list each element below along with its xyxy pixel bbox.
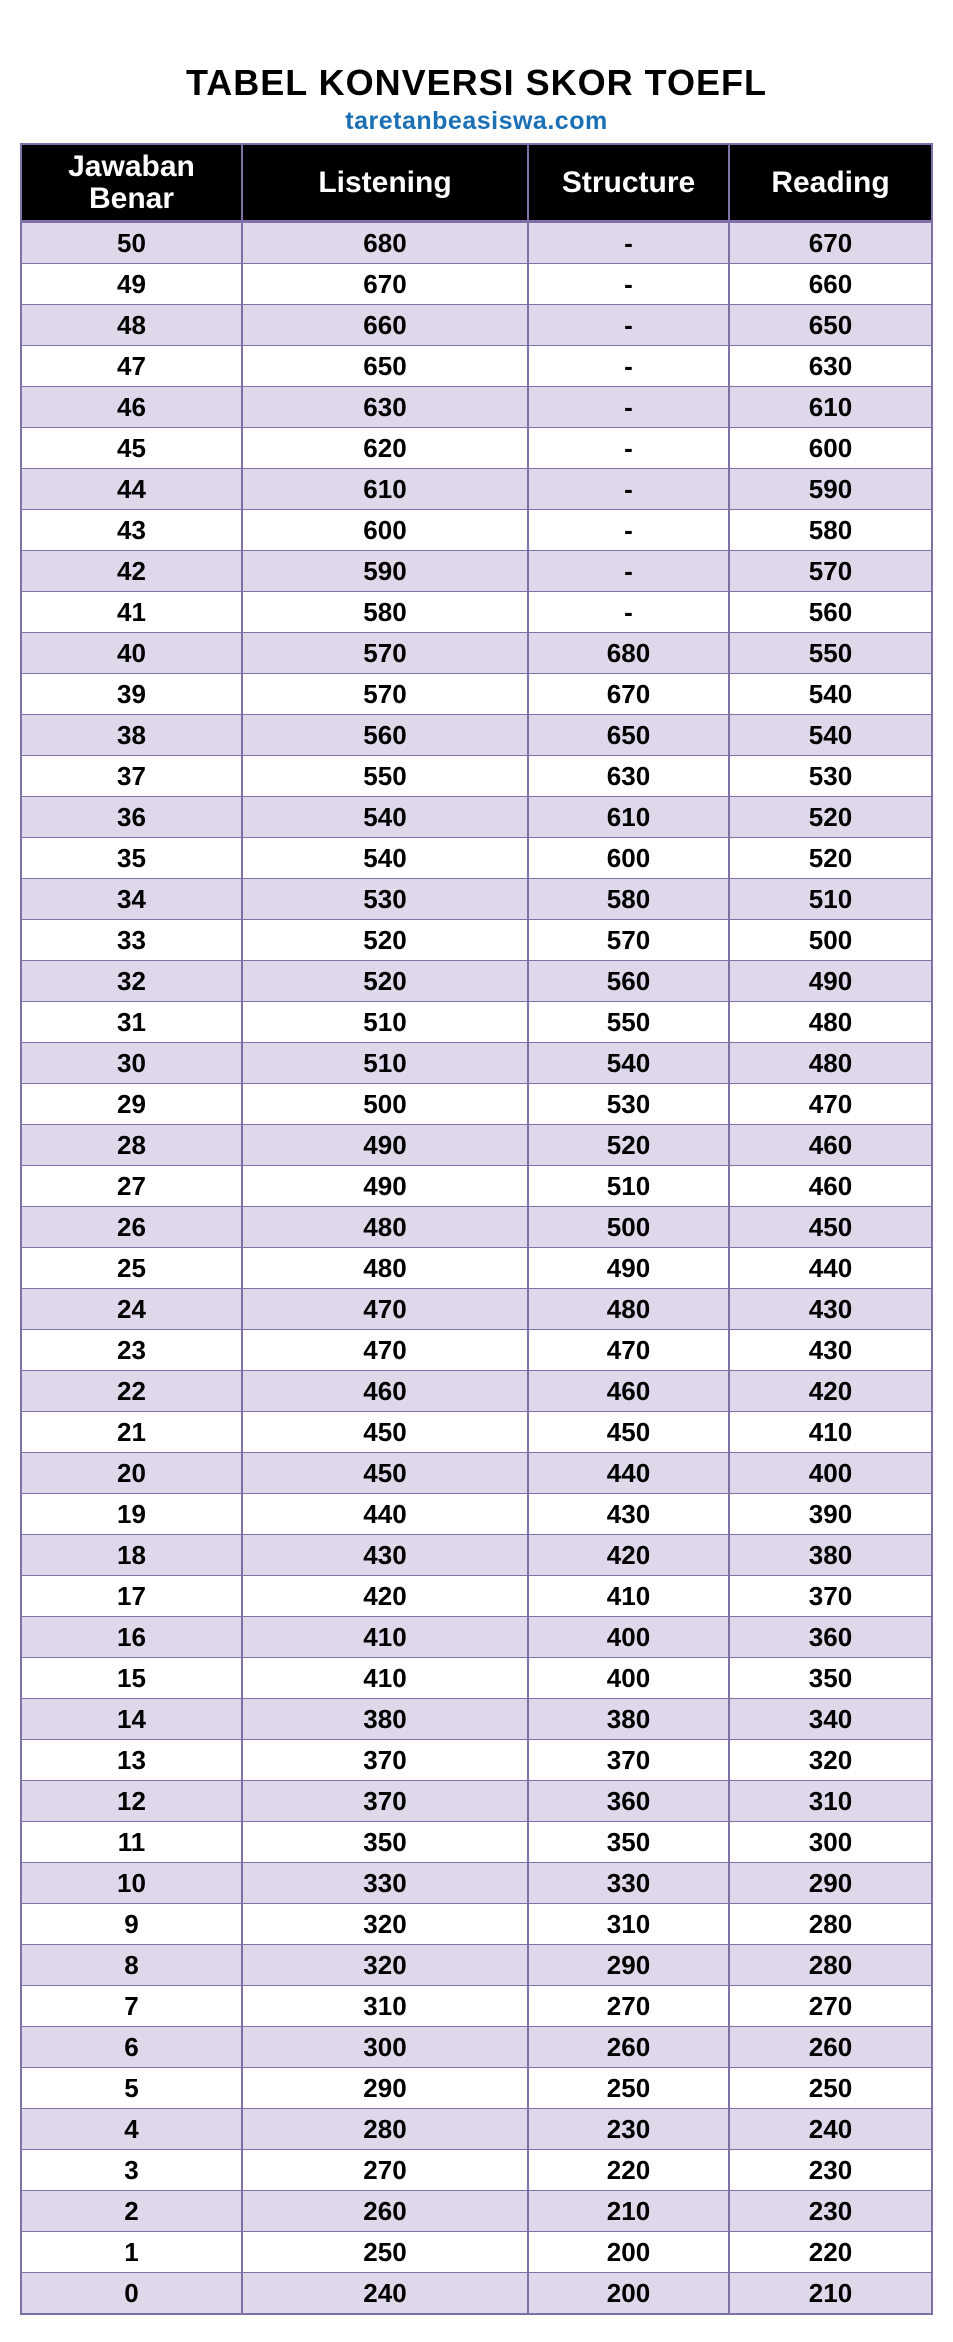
cell-jawaban-benar: 20: [22, 1453, 242, 1494]
cell-jawaban-benar: 10: [22, 1863, 242, 1904]
table-row: [22, 1986, 931, 2027]
table-row: [22, 1412, 931, 1453]
page-title: TABEL KONVERSI SKOR TOEFL: [185, 62, 768, 103]
cell-jawaban-benar: 35: [22, 838, 242, 879]
cell-listening: 440: [242, 1494, 528, 1535]
cell-structure: 650: [528, 715, 729, 756]
cell-reading: 590: [729, 469, 931, 510]
cell-listening: 410: [242, 1617, 528, 1658]
cell-listening: 480: [242, 1207, 528, 1248]
cell-listening: 540: [242, 797, 528, 838]
cell-listening: 630: [242, 387, 528, 428]
cell-reading: 320: [729, 1740, 931, 1781]
cell-listening: 250: [242, 2232, 528, 2273]
cell-listening: 240: [242, 2273, 528, 2314]
cell-jawaban-benar: 9: [22, 1904, 242, 1945]
column-header-reading: Reading: [729, 145, 931, 222]
cell-structure: 420: [528, 1535, 729, 1576]
table-row: [22, 838, 931, 879]
table-row: [22, 961, 931, 1002]
website-link[interactable]: taretanbeasiswa.com: [345, 107, 608, 135]
cell-structure: 510: [528, 1166, 729, 1207]
cell-structure: 230: [528, 2109, 729, 2150]
cell-reading: 460: [729, 1166, 931, 1207]
cell-reading: 220: [729, 2232, 931, 2273]
cell-listening: 520: [242, 961, 528, 1002]
table-row: [22, 592, 931, 633]
cell-reading: 630: [729, 346, 931, 387]
cell-structure: 210: [528, 2191, 729, 2232]
cell-reading: 470: [729, 1084, 931, 1125]
cell-jawaban-benar: 13: [22, 1740, 242, 1781]
cell-reading: 260: [729, 2027, 931, 2068]
cell-jawaban-benar: 7: [22, 1986, 242, 2027]
cell-reading: 560: [729, 592, 931, 633]
cell-structure: 470: [528, 1330, 729, 1371]
cell-jawaban-benar: 33: [22, 920, 242, 961]
cell-reading: 280: [729, 1945, 931, 1986]
cell-jawaban-benar: 14: [22, 1699, 242, 1740]
table-row: [22, 1781, 931, 1822]
table-row: [22, 1207, 931, 1248]
table-row: [22, 1453, 931, 1494]
cell-structure: 480: [528, 1289, 729, 1330]
table-row: [22, 1904, 931, 1945]
conversion-table-container: [20, 143, 933, 2315]
cell-jawaban-benar: 31: [22, 1002, 242, 1043]
cell-structure: -: [528, 428, 729, 469]
cell-listening: 570: [242, 674, 528, 715]
cell-structure: 330: [528, 1863, 729, 1904]
cell-reading: 360: [729, 1617, 931, 1658]
cell-structure: -: [528, 551, 729, 592]
cell-listening: 290: [242, 2068, 528, 2109]
column-header-line: Jawaban: [68, 149, 195, 183]
cell-structure: 670: [528, 674, 729, 715]
cell-reading: 310: [729, 1781, 931, 1822]
table-header-row: [22, 145, 931, 222]
cell-reading: 450: [729, 1207, 931, 1248]
table-row: [22, 1822, 931, 1863]
cell-listening: 280: [242, 2109, 528, 2150]
cell-structure: 560: [528, 961, 729, 1002]
cell-listening: 670: [242, 264, 528, 305]
cell-listening: 520: [242, 920, 528, 961]
table-row: [22, 1043, 931, 1084]
cell-jawaban-benar: 36: [22, 797, 242, 838]
cell-structure: 630: [528, 756, 729, 797]
table-body: [22, 222, 931, 2314]
cell-reading: 270: [729, 1986, 931, 2027]
table-row: [22, 2027, 931, 2068]
cell-reading: 510: [729, 879, 931, 920]
table-row: [22, 222, 931, 264]
cell-listening: 500: [242, 1084, 528, 1125]
table-row: [22, 797, 931, 838]
cell-structure: 520: [528, 1125, 729, 1166]
table-row: [22, 1863, 931, 1904]
cell-structure: 580: [528, 879, 729, 920]
cell-jawaban-benar: 32: [22, 961, 242, 1002]
cell-listening: 330: [242, 1863, 528, 1904]
cell-jawaban-benar: 30: [22, 1043, 242, 1084]
cell-listening: 320: [242, 1945, 528, 1986]
cell-reading: 670: [729, 222, 931, 264]
cell-listening: 430: [242, 1535, 528, 1576]
cell-jawaban-benar: 6: [22, 2027, 242, 2068]
cell-jawaban-benar: 0: [22, 2273, 242, 2314]
cell-reading: 250: [729, 2068, 931, 2109]
cell-structure: 570: [528, 920, 729, 961]
cell-reading: 490: [729, 961, 931, 1002]
cell-structure: 200: [528, 2273, 729, 2314]
cell-structure: 490: [528, 1248, 729, 1289]
cell-listening: 480: [242, 1248, 528, 1289]
table-row: [22, 674, 931, 715]
cell-listening: 580: [242, 592, 528, 633]
cell-reading: 290: [729, 1863, 931, 1904]
cell-listening: 350: [242, 1822, 528, 1863]
cell-jawaban-benar: 43: [22, 510, 242, 551]
cell-reading: 540: [729, 674, 931, 715]
cell-reading: 390: [729, 1494, 931, 1535]
table-row: [22, 2232, 931, 2273]
cell-jawaban-benar: 41: [22, 592, 242, 633]
cell-listening: 490: [242, 1166, 528, 1207]
cell-reading: 350: [729, 1658, 931, 1699]
cell-listening: 610: [242, 469, 528, 510]
table-row: [22, 879, 931, 920]
cell-reading: 340: [729, 1699, 931, 1740]
cell-reading: 500: [729, 920, 931, 961]
cell-jawaban-benar: 38: [22, 715, 242, 756]
cell-structure: -: [528, 387, 729, 428]
cell-reading: 400: [729, 1453, 931, 1494]
table-row: [22, 264, 931, 305]
cell-jawaban-benar: 27: [22, 1166, 242, 1207]
cell-reading: 550: [729, 633, 931, 674]
cell-structure: -: [528, 264, 729, 305]
cell-structure: -: [528, 346, 729, 387]
cell-structure: 250: [528, 2068, 729, 2109]
cell-reading: 230: [729, 2150, 931, 2191]
cell-structure: 270: [528, 1986, 729, 2027]
column-header-jawaban-benar: [22, 145, 242, 222]
cell-structure: 290: [528, 1945, 729, 1986]
table-row: [22, 1330, 931, 1371]
cell-reading: 520: [729, 797, 931, 838]
table-row: [22, 1658, 931, 1699]
cell-structure: 440: [528, 1453, 729, 1494]
cell-structure: 400: [528, 1617, 729, 1658]
cell-listening: 410: [242, 1658, 528, 1699]
cell-jawaban-benar: 23: [22, 1330, 242, 1371]
cell-jawaban-benar: 47: [22, 346, 242, 387]
cell-reading: 480: [729, 1043, 931, 1084]
cell-listening: 460: [242, 1371, 528, 1412]
table-row: [22, 387, 931, 428]
cell-structure: 530: [528, 1084, 729, 1125]
cell-listening: 680: [242, 222, 528, 264]
cell-structure: -: [528, 305, 729, 346]
cell-jawaban-benar: 34: [22, 879, 242, 920]
cell-reading: 610: [729, 387, 931, 428]
cell-structure: 600: [528, 838, 729, 879]
cell-listening: 300: [242, 2027, 528, 2068]
cell-structure: 540: [528, 1043, 729, 1084]
cell-listening: 660: [242, 305, 528, 346]
cell-jawaban-benar: 25: [22, 1248, 242, 1289]
table-row: [22, 2068, 931, 2109]
cell-listening: 570: [242, 633, 528, 674]
cell-listening: 490: [242, 1125, 528, 1166]
cell-structure: 260: [528, 2027, 729, 2068]
table-row: [22, 1535, 931, 1576]
cell-reading: 370: [729, 1576, 931, 1617]
table-row: [22, 920, 931, 961]
table-row: [22, 1494, 931, 1535]
table-row: [22, 1002, 931, 1043]
cell-listening: 650: [242, 346, 528, 387]
cell-jawaban-benar: 8: [22, 1945, 242, 1986]
cell-listening: 450: [242, 1453, 528, 1494]
cell-jawaban-benar: 40: [22, 633, 242, 674]
cell-listening: 540: [242, 838, 528, 879]
cell-jawaban-benar: 21: [22, 1412, 242, 1453]
cell-jawaban-benar: 48: [22, 305, 242, 346]
cell-reading: 570: [729, 551, 931, 592]
cell-jawaban-benar: 24: [22, 1289, 242, 1330]
cell-jawaban-benar: 28: [22, 1125, 242, 1166]
table-row: [22, 2109, 931, 2150]
table-row: [22, 510, 931, 551]
cell-jawaban-benar: 37: [22, 756, 242, 797]
cell-structure: 550: [528, 1002, 729, 1043]
cell-structure: 500: [528, 1207, 729, 1248]
table-row: [22, 428, 931, 469]
table-row: [22, 756, 931, 797]
cell-reading: 430: [729, 1289, 931, 1330]
cell-listening: 510: [242, 1043, 528, 1084]
table-row: [22, 1371, 931, 1412]
cell-jawaban-benar: 16: [22, 1617, 242, 1658]
cell-listening: 370: [242, 1740, 528, 1781]
table-row: [22, 305, 931, 346]
cell-reading: 280: [729, 1904, 931, 1945]
table-row: [22, 2150, 931, 2191]
cell-jawaban-benar: 50: [22, 222, 242, 264]
cell-listening: 310: [242, 1986, 528, 2027]
cell-structure: 610: [528, 797, 729, 838]
cell-structure: 350: [528, 1822, 729, 1863]
cell-reading: 420: [729, 1371, 931, 1412]
cell-reading: 600: [729, 428, 931, 469]
table-row: [22, 1166, 931, 1207]
cell-listening: 370: [242, 1781, 528, 1822]
cell-reading: 440: [729, 1248, 931, 1289]
cell-reading: 210: [729, 2273, 931, 2314]
cell-structure: 410: [528, 1576, 729, 1617]
cell-structure: 310: [528, 1904, 729, 1945]
cell-jawaban-benar: 44: [22, 469, 242, 510]
cell-structure: 450: [528, 1412, 729, 1453]
cell-jawaban-benar: 39: [22, 674, 242, 715]
cell-jawaban-benar: 19: [22, 1494, 242, 1535]
cell-jawaban-benar: 15: [22, 1658, 242, 1699]
cell-reading: 480: [729, 1002, 931, 1043]
cell-reading: 660: [729, 264, 931, 305]
cell-reading: 430: [729, 1330, 931, 1371]
cell-reading: 580: [729, 510, 931, 551]
table-row: [22, 1617, 931, 1658]
cell-listening: 380: [242, 1699, 528, 1740]
cell-structure: -: [528, 592, 729, 633]
toefl-conversion-table: [22, 145, 931, 2314]
cell-reading: 540: [729, 715, 931, 756]
cell-reading: 300: [729, 1822, 931, 1863]
cell-listening: 590: [242, 551, 528, 592]
cell-structure: 370: [528, 1740, 729, 1781]
table-row: [22, 1289, 931, 1330]
cell-structure: -: [528, 222, 729, 264]
table-row: [22, 2191, 931, 2232]
cell-jawaban-benar: 49: [22, 264, 242, 305]
cell-listening: 270: [242, 2150, 528, 2191]
cell-jawaban-benar: 42: [22, 551, 242, 592]
table-row: [22, 346, 931, 387]
table-row: [22, 715, 931, 756]
cell-jawaban-benar: 3: [22, 2150, 242, 2191]
cell-listening: 320: [242, 1904, 528, 1945]
cell-reading: 410: [729, 1412, 931, 1453]
column-header-listening: Listening: [242, 145, 528, 222]
cell-listening: 530: [242, 879, 528, 920]
column-header-line: Benar: [88, 181, 175, 215]
table-row: [22, 633, 931, 674]
cell-jawaban-benar: 22: [22, 1371, 242, 1412]
cell-reading: 520: [729, 838, 931, 879]
table-row: [22, 1084, 931, 1125]
cell-reading: 650: [729, 305, 931, 346]
cell-structure: 460: [528, 1371, 729, 1412]
cell-reading: 530: [729, 756, 931, 797]
cell-listening: 600: [242, 510, 528, 551]
cell-structure: 680: [528, 633, 729, 674]
cell-jawaban-benar: 1: [22, 2232, 242, 2273]
cell-jawaban-benar: 2: [22, 2191, 242, 2232]
cell-jawaban-benar: 45: [22, 428, 242, 469]
table-row: [22, 1740, 931, 1781]
cell-listening: 510: [242, 1002, 528, 1043]
cell-listening: 470: [242, 1330, 528, 1371]
cell-jawaban-benar: 17: [22, 1576, 242, 1617]
cell-listening: 260: [242, 2191, 528, 2232]
cell-jawaban-benar: 12: [22, 1781, 242, 1822]
cell-reading: 460: [729, 1125, 931, 1166]
cell-listening: 470: [242, 1289, 528, 1330]
cell-structure: 200: [528, 2232, 729, 2273]
table-row: [22, 551, 931, 592]
table-row: [22, 1248, 931, 1289]
cell-structure: 400: [528, 1658, 729, 1699]
table-row: [22, 2273, 931, 2314]
cell-reading: 380: [729, 1535, 931, 1576]
cell-jawaban-benar: 46: [22, 387, 242, 428]
cell-reading: 240: [729, 2109, 931, 2150]
cell-structure: 430: [528, 1494, 729, 1535]
cell-structure: -: [528, 510, 729, 551]
cell-structure: 380: [528, 1699, 729, 1740]
table-row: [22, 1699, 931, 1740]
cell-listening: 620: [242, 428, 528, 469]
table-row: [22, 469, 931, 510]
cell-listening: 450: [242, 1412, 528, 1453]
cell-listening: 550: [242, 756, 528, 797]
cell-listening: 560: [242, 715, 528, 756]
table-row: [22, 1125, 931, 1166]
cell-structure: -: [528, 469, 729, 510]
cell-jawaban-benar: 18: [22, 1535, 242, 1576]
table-row: [22, 1945, 931, 1986]
cell-structure: 220: [528, 2150, 729, 2191]
cell-jawaban-benar: 11: [22, 1822, 242, 1863]
cell-structure: 360: [528, 1781, 729, 1822]
cell-jawaban-benar: 29: [22, 1084, 242, 1125]
cell-jawaban-benar: 26: [22, 1207, 242, 1248]
column-header-structure: Structure: [528, 145, 729, 222]
cell-jawaban-benar: 5: [22, 2068, 242, 2109]
table-row: [22, 1576, 931, 1617]
cell-jawaban-benar: 4: [22, 2109, 242, 2150]
cell-listening: 420: [242, 1576, 528, 1617]
cell-reading: 230: [729, 2191, 931, 2232]
